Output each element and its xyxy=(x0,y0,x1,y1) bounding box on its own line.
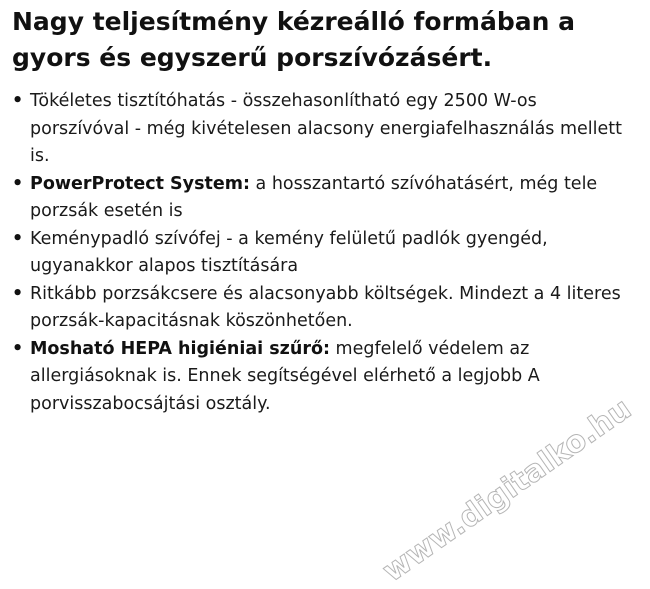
feature-item xyxy=(0,226,650,281)
feature-list xyxy=(0,88,650,418)
feature-item xyxy=(0,88,650,171)
bullet-icon: • xyxy=(12,173,24,194)
bullet-icon: • xyxy=(12,91,24,111)
watermark: www.digitalko.hu xyxy=(376,391,638,589)
feature-bold-label: PowerProtect System: xyxy=(30,173,250,194)
feature-item xyxy=(0,281,650,336)
bullet-icon: • xyxy=(12,283,24,304)
bullet-icon: • xyxy=(12,338,24,359)
feature-item xyxy=(0,336,650,419)
feature-text: megfelelő védelem az allergiásoknak is. Ennek segítségével elérhető a legjobb A porvisszabocsájtási osztály. xyxy=(30,338,540,414)
bullet-icon: • xyxy=(12,228,24,249)
feature-text: a hosszantartó szívóhatásért, még tele porzsák esetén is xyxy=(30,173,598,221)
feature-item xyxy=(0,171,650,226)
feature-text: Ritkább porzsákcsere és alacsonyabb költségek. Mindezt a 4 literes porzsák-kapacitásnak köszönhetően. xyxy=(30,283,621,331)
feature-bold-label: Mosható HEPA higiéniai szűrő: xyxy=(30,338,330,359)
feature-text: Keménypadló szívófej - a kemény felületű padlók gyengéd, ugyanakkor alapos tisztítására xyxy=(30,228,548,276)
feature-text: Tökéletes tisztítóhatás - összehasonlítható egy 2500 W-os porszívóval - még kivételesen alacsony energiafelhasználás mellett is. xyxy=(30,91,623,166)
page-heading: Nagy teljesítmény kézreálló formában a gyors és egyszerű porszívózásért. xyxy=(12,7,575,72)
